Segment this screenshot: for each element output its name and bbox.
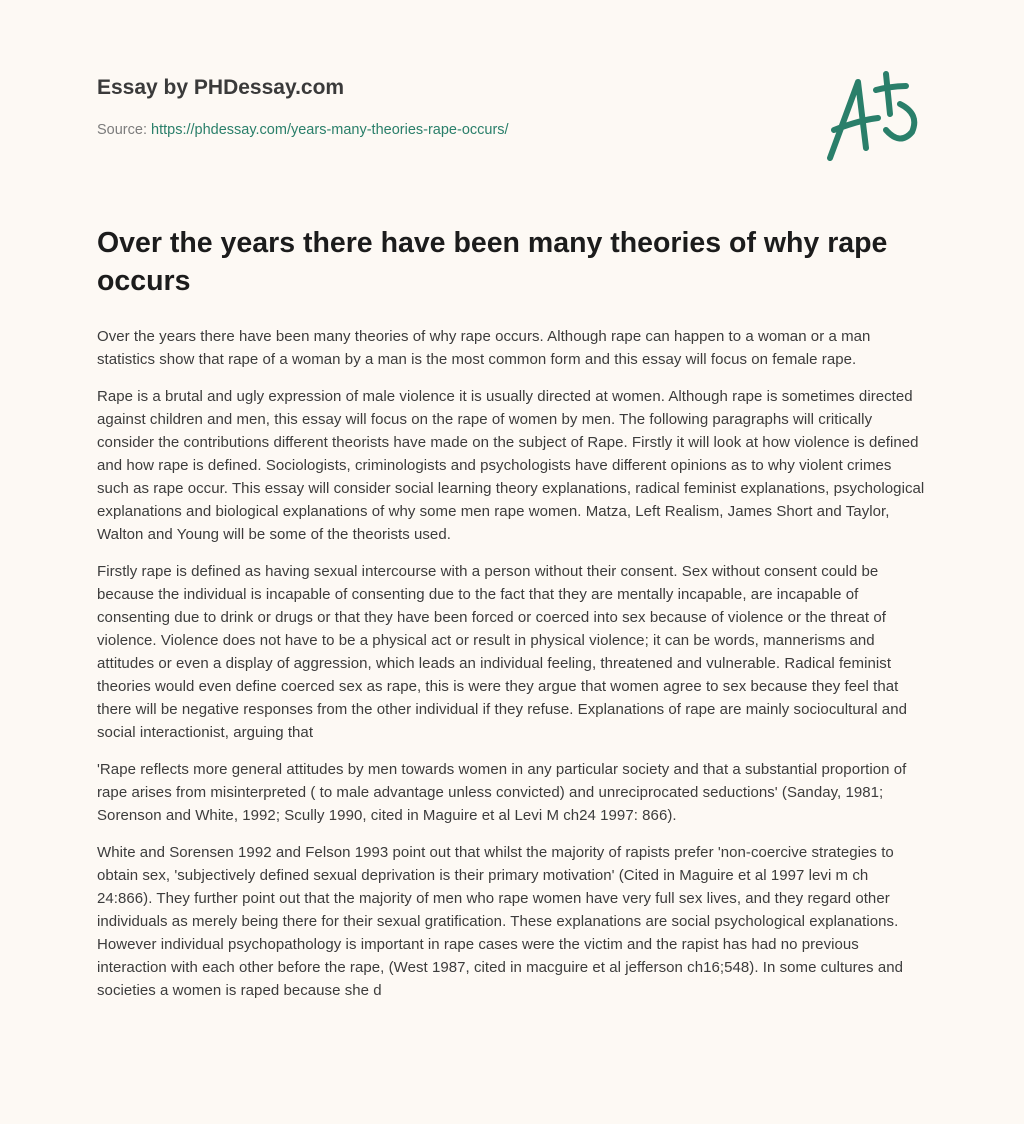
essay-body <box>97 224 927 1016</box>
source-line <box>97 122 509 138</box>
essay-paragraph: Rape is a brutal and ugly expression of male violence it is usually directed at women. Although rape is sometimes directed against children and men, this essay will focus on the rape of women by men. The following paragraphs will critically consider the contributions different theorists have made on the subject of Rape. Firstly it will look at how violence is defined and how rape is defined. Sociologists, criminologists and psychologists have different opinions as to why violent crimes such as rape occur. This essay will consider social learning theory explanations, radical feminist explanations, psychological explanations and biological explanations of why some men rape women. Matza, Left Realism, James Short and Taylor, Walton and Young will be some of the theorists used. <box>97 388 925 543</box>
essay-paragraph: Firstly rape is defined as having sexual intercourse with a person without their consent. Sex without consent could be because the individual is incapable of consenting due to the fact that they are mentally incapable, are incapable of consenting due to drink or drugs or that they have been forced or coerced into sex because of violence or the threat of violence. Violence does not have to be a physical act or result in physical violence; it can be words, mannerisms and attitudes or even a display of aggression, which leads an individual feeling, threatened and vulnerable. Radical feminist theories would even define coerced sex as rape, this is were they argue that women agree to sex because they feel that there will be negative responses from the other individual if they refuse. Explanations of rape are mainly sociocultural and social interactionist, arguing that <box>97 563 907 741</box>
essay-quote-paragraph: 'Rape reflects more general attitudes by men towards women in any particular society and that a substantial proportion of rape arises from misinterpreted ( to male advantage unless convicted) and unreciprocated seductions' (Sanday, 1981; Sorenson and White, 1992; Scully 1990, cited in Maguire et al Levi M ch24 1997: 866). <box>97 761 907 824</box>
site-header <box>97 76 509 138</box>
source-link[interactable]: https://phdessay.com/years-many-theories-rape-occurs/ <box>151 122 509 138</box>
a-plus-logo-icon <box>820 68 930 168</box>
source-label: Source: <box>97 122 147 138</box>
brand-title: Essay by PHDessay.com <box>97 76 345 99</box>
essay-title: Over the years there have been many theories of why rape occurs <box>97 227 888 297</box>
essay-paragraph: White and Sorensen 1992 and Felson 1993 point out that whilst the majority of rapists prefer 'non-coercive strategies to obtain sex, 'subjectively defined sexual deprivation is their primary motivation' (Cited in Maguire et al 1997 levi m ch 24:866). They further point out that the majority of men who rape women have very full sex lives, and they regard other individuals as merely being there for their sexual gratification. These explanations are social psychological explanations. However individual psychopathology is important in rape cases were the victim and the rapist has had no previous interaction with each other before the rape, (West 1987, cited in macguire et al jefferson ch16;548). In some cultures and societies a women is raped because she d <box>97 844 903 999</box>
essay-paragraph: Over the years there have been many theories of why rape occurs. Although rape can happen to a woman or a man statistics show that rape of a woman by a man is the most common form and this essay will focus on female rape. <box>97 328 871 368</box>
